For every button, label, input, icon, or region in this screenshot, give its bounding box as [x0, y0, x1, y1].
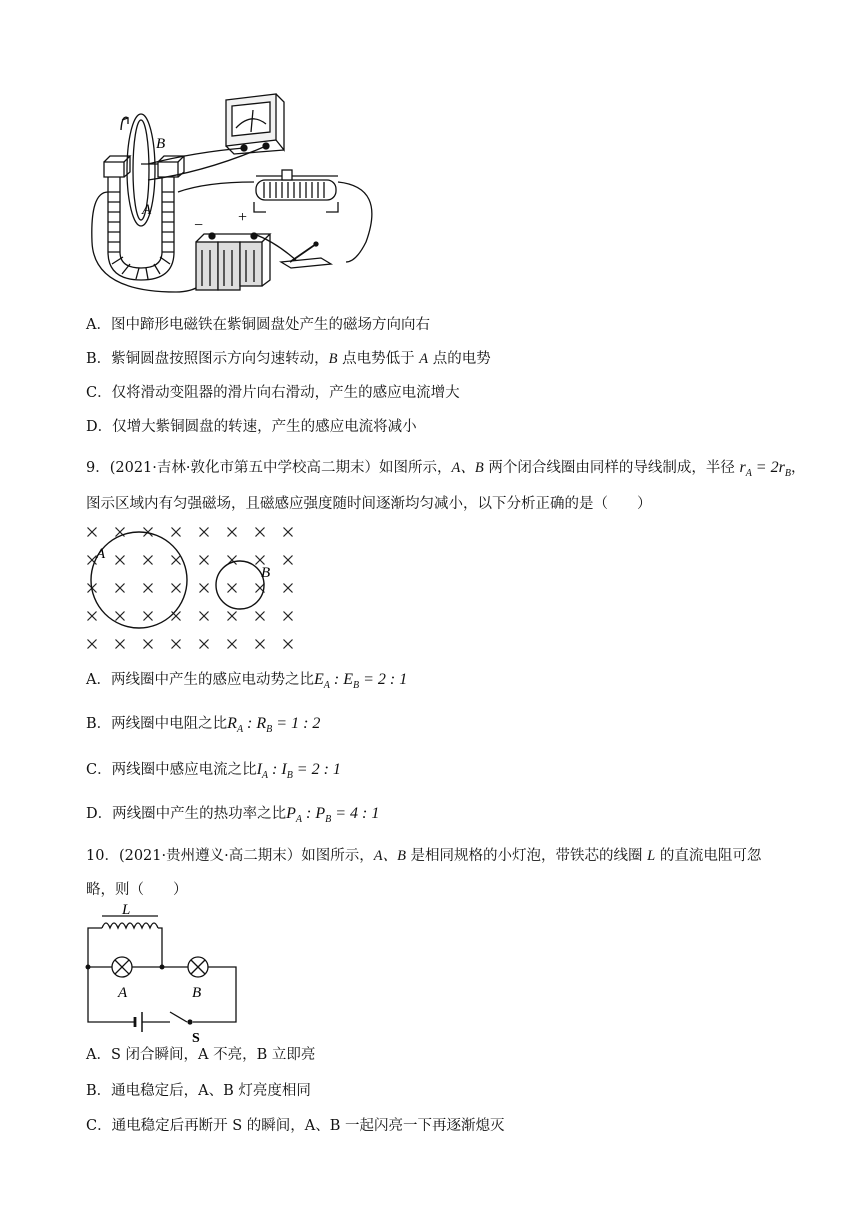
q10-label-L: L	[122, 902, 131, 918]
q9-label-B: B	[261, 565, 271, 581]
q9-option-c: C．两线圈中感应电流之比$I_A$ : $I_B = 2$ : 1	[86, 761, 341, 782]
q8-option-c: C．仅将滑动变阻器的滑片向右滑动，产生的感应电流增大	[86, 385, 460, 401]
battery-minus: −	[194, 217, 204, 234]
q9-radius-relation: $r_A = 2r_B$	[739, 459, 791, 480]
field-cross-icon	[88, 612, 97, 621]
q10-stem-line2: 略，则（ ）	[86, 882, 188, 898]
q10-option-a: A．S 闭合瞬间，A 不亮，B 立即亮	[86, 1047, 316, 1063]
field-cross-icon	[144, 640, 153, 649]
field-cross-icon	[200, 612, 209, 621]
field-cross-icon	[144, 584, 153, 593]
field-cross-icon	[284, 612, 293, 621]
coil-A	[91, 532, 187, 628]
battery-icon	[196, 233, 270, 290]
field-cross-icon	[116, 612, 125, 621]
q10-label-S: S	[192, 1031, 200, 1046]
field-cross-icon	[284, 556, 293, 565]
q8-option-a: A．图中蹄形电磁铁在紫铜圆盘处产生的磁场方向向右	[86, 317, 430, 333]
field-cross-icon	[116, 584, 125, 593]
field-cross-icon	[200, 640, 209, 649]
field-cross-icon	[172, 528, 181, 537]
q8-option-d: D．仅增大紫铜圆盘的转速，产生的感应电流将减小	[86, 419, 417, 435]
field-cross-icon	[228, 528, 237, 537]
field-cross-icon	[200, 528, 209, 537]
battery-cell-icon	[135, 1012, 142, 1032]
q10-circuit	[80, 900, 250, 1046]
field-cross-icon	[172, 612, 181, 621]
lamp-B-icon	[188, 957, 208, 977]
q10-label-B: B	[192, 985, 202, 1001]
field-cross-icon	[200, 556, 209, 565]
field-cross-icon	[256, 640, 265, 649]
field-cross-icon	[88, 528, 97, 537]
q8-figure	[86, 92, 406, 297]
q10-label-A: A	[118, 985, 128, 1001]
field-cross-icon	[256, 528, 265, 537]
q10-option-b: B．通电稳定后，A、B 灯亮度相同	[86, 1083, 311, 1099]
rheostat-icon	[254, 170, 338, 212]
field-cross-icon	[256, 612, 265, 621]
switch-S-icon	[170, 1012, 192, 1024]
field-cross-icon	[256, 556, 265, 565]
q8-label-B: B	[156, 136, 166, 152]
field-cross-icon	[172, 556, 181, 565]
q9-option-b: B．两线圈中电阻之比$R_A$ : $R_B = 1$ : 2	[86, 715, 321, 736]
battery-plus: +	[238, 209, 248, 226]
galvanometer-icon	[226, 94, 284, 154]
field-cross-icon	[172, 640, 181, 649]
field-cross-icon	[144, 612, 153, 621]
field-cross-icon	[172, 584, 181, 593]
q9-stem-line2: 图示区域内有匀强磁场，且磁感应强度随时间逐渐均匀减小，以下分析正确的是（ ）	[86, 496, 652, 512]
field-cross-icon	[228, 612, 237, 621]
switch-icon	[281, 242, 331, 268]
field-cross-icon	[88, 640, 97, 649]
field-cross-icon	[116, 556, 125, 565]
field-cross-icon	[284, 584, 293, 593]
field-cross-icon	[116, 640, 125, 649]
field-cross-icon	[144, 556, 153, 565]
field-cross-icon	[228, 640, 237, 649]
q9-figure	[82, 522, 302, 657]
q8-label-A: A	[142, 202, 152, 218]
field-cross-icon	[284, 528, 293, 537]
field-cross-icon	[200, 584, 209, 593]
q9-option-d: D．两线圈中产生的热功率之比$P_A$ : $P_B = 4$ : 1	[86, 805, 380, 826]
q9-stem-line1: 9．(2021·吉林·敦化市第五中学校高二期末）如图所示，A、B 两个闭合线圈由同样的导线制成，半径 $r_A = 2r_B$，	[86, 459, 806, 480]
q9-option-a: A．两线圈中产生的感应电动势之比$E_A$ : $E_B = 2$ : 1	[86, 671, 408, 692]
q10-stem-line1: 10．(2021·贵州遵义·高二期末）如图所示，A、B 是相同规格的小灯泡，带铁芯的线圈 L 的直流电阻可忽	[86, 848, 762, 864]
field-cross-icon	[284, 640, 293, 649]
q8-option-b: B．紫铜圆盘按照图示方向匀速转动，B 点电势低于 A 点的电势	[86, 351, 491, 367]
q10-option-c: C．通电稳定后再断开 S 的瞬间，A、B 一起闪亮一下再逐渐熄灭	[86, 1118, 505, 1134]
field-cross-icon	[228, 584, 237, 593]
q9-label-A: A	[96, 546, 106, 562]
lamp-A-icon	[112, 957, 132, 977]
